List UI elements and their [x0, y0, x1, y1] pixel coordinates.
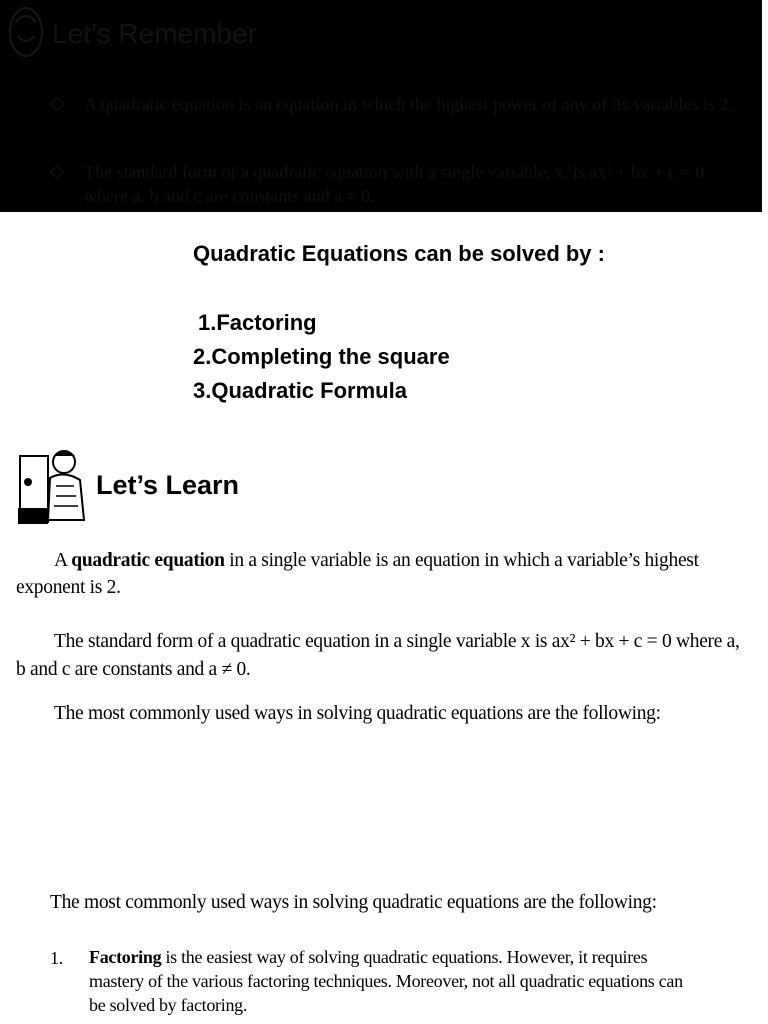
methods-heading: Quadratic Equations can be solved by : — [193, 241, 605, 266]
definition-text: in a single variable is an equation in which a variable’s highest — [224, 550, 699, 571]
factoring-line3: be solved by factoring. — [89, 995, 248, 1015]
factoring-line2: mastery of the various factoring techniques. Moreover, not all quadratic equations can — [89, 971, 683, 991]
definition-paragraph-line2: exponent is 2. — [16, 577, 121, 598]
method-item-factoring: 1.Factoring — [198, 310, 317, 335]
thinking-person-icon — [4, 2, 48, 72]
method-item-quadratic-formula: 3.Quadratic Formula — [193, 378, 407, 403]
student-with-board-icon — [14, 442, 88, 528]
definition-prefix: A — [54, 550, 72, 571]
lets-remember-section — [0, 0, 762, 212]
definition-term: quadratic equation — [71, 550, 225, 571]
factoring-term: Factoring — [89, 947, 162, 967]
standard-form-paragraph-line2: b and c are constants and a ≠ 0. — [16, 659, 251, 680]
remember-bullet-1: A quadratic equation is an equation in which the highest power of any of its variables is 2. — [84, 94, 733, 114]
factoring-line1: is the easiest way of solving quadratic equations. However, it requires — [161, 947, 648, 967]
method-item-completing-square: 2.Completing the square — [193, 344, 450, 369]
factoring-description — [89, 945, 739, 1017]
bullet-marker — [50, 97, 64, 111]
standard-form-paragraph: The standard form of a quadratic equation in a single variable x is ax² + bx + c = 0 where a, — [54, 631, 740, 652]
lets-learn-title: Let’s Learn — [96, 470, 240, 500]
methods-intro-paragraph: The most commonly used ways in solving quadratic equations are the following: — [54, 703, 661, 724]
bullet-marker — [50, 165, 64, 179]
remember-bullet-2: The standard form of a quadratic equation with a single variable, x, is ax² + bx + c = 0 where a, b and c are constants and a ≠ 0. — [84, 162, 705, 206]
lets-remember-title: Let’s Remember — [52, 18, 257, 49]
bottom-methods-heading: The most commonly used ways in solving quadratic equations are the following: — [50, 892, 657, 913]
list-number-1: 1. — [50, 948, 63, 968]
definition-paragraph — [54, 548, 699, 574]
